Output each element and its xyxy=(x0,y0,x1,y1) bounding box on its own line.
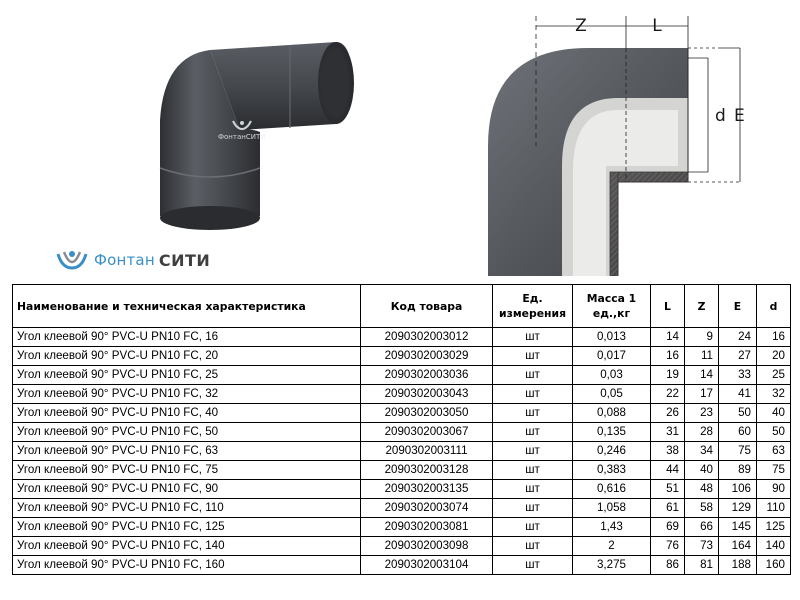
cell-code: 2090302003050 xyxy=(361,404,493,423)
cell-unit: шт xyxy=(493,328,573,347)
table-header-row xyxy=(13,285,791,328)
cell-unit: шт xyxy=(493,537,573,556)
cell-d: 125 xyxy=(757,518,791,537)
cell-d: 32 xyxy=(757,385,791,404)
cell-l: 61 xyxy=(651,499,685,518)
cell-l: 22 xyxy=(651,385,685,404)
brand-watermark-icon xyxy=(231,118,253,132)
cell-d: 90 xyxy=(757,480,791,499)
col-header-name: Наименование и техническая характеристика xyxy=(13,285,361,328)
cell-unit: шт xyxy=(493,480,573,499)
cell-z: 48 xyxy=(685,480,719,499)
cell-mass: 1,43 xyxy=(573,518,651,537)
cell-e: 106 xyxy=(719,480,757,499)
cell-mass: 0,013 xyxy=(573,328,651,347)
product-header xyxy=(0,0,800,283)
cell-unit: шт xyxy=(493,461,573,480)
cell-z: 14 xyxy=(685,366,719,385)
cell-l: 19 xyxy=(651,366,685,385)
cell-e: 188 xyxy=(719,556,757,575)
cell-e: 145 xyxy=(719,518,757,537)
cell-name: Угол клеевой 90° PVC-U PN10 FC, 16 xyxy=(13,328,361,347)
cell-e: 60 xyxy=(719,423,757,442)
cell-z: 9 xyxy=(685,328,719,347)
cell-d: 63 xyxy=(757,442,791,461)
cell-unit: шт xyxy=(493,442,573,461)
cell-name: Угол клеевой 90° PVC-U PN10 FC, 40 xyxy=(13,404,361,423)
cell-name: Угол клеевой 90° PVC-U PN10 FC, 32 xyxy=(13,385,361,404)
watermark xyxy=(218,118,265,141)
table-row xyxy=(13,442,791,461)
cell-name: Угол клеевой 90° PVC-U PN10 FC, 140 xyxy=(13,537,361,556)
cell-name: Угол клеевой 90° PVC-U PN10 FC, 20 xyxy=(13,347,361,366)
cell-d: 75 xyxy=(757,461,791,480)
elbow-section-drawing xyxy=(478,6,778,276)
cell-z: 34 xyxy=(685,442,719,461)
brand-name-part2: СИТИ xyxy=(158,250,211,270)
cell-mass: 0,246 xyxy=(573,442,651,461)
cell-e: 89 xyxy=(719,461,757,480)
table-row xyxy=(13,480,791,499)
cell-code: 2090302003074 xyxy=(361,499,493,518)
cell-z: 11 xyxy=(685,347,719,366)
table-row xyxy=(13,556,791,575)
cell-mass: 3,275 xyxy=(573,556,651,575)
cell-name: Угол клеевой 90° PVC-U PN10 FC, 50 xyxy=(13,423,361,442)
table-row xyxy=(13,366,791,385)
dim-label-e: E xyxy=(734,106,745,126)
cell-code: 2090302003067 xyxy=(361,423,493,442)
col-header-code: Код товара xyxy=(361,285,493,328)
cell-z: 81 xyxy=(685,556,719,575)
cell-unit: шт xyxy=(493,518,573,537)
cell-unit: шт xyxy=(493,347,573,366)
cell-z: 58 xyxy=(685,499,719,518)
cell-unit: шт xyxy=(493,556,573,575)
cell-z: 73 xyxy=(685,537,719,556)
cell-code: 2090302003128 xyxy=(361,461,493,480)
col-header-mass: Масса 1 ед.,кг xyxy=(573,285,651,328)
cell-mass: 0,03 xyxy=(573,366,651,385)
cell-mass: 0,017 xyxy=(573,347,651,366)
brand-name-part1: Фонтан xyxy=(94,251,155,269)
cell-d: 20 xyxy=(757,347,791,366)
cell-l: 31 xyxy=(651,423,685,442)
cell-unit: шт xyxy=(493,499,573,518)
col-header-l: L xyxy=(651,285,685,328)
cell-d: 140 xyxy=(757,537,791,556)
cell-unit: шт xyxy=(493,366,573,385)
cell-l: 44 xyxy=(651,461,685,480)
cell-code: 2090302003081 xyxy=(361,518,493,537)
cell-z: 40 xyxy=(685,461,719,480)
cell-mass: 0,088 xyxy=(573,404,651,423)
cell-d: 16 xyxy=(757,328,791,347)
cell-e: 164 xyxy=(719,537,757,556)
cell-z: 23 xyxy=(685,404,719,423)
cell-name: Угол клеевой 90° PVC-U PN10 FC, 110 xyxy=(13,499,361,518)
cell-e: 50 xyxy=(719,404,757,423)
cell-mass: 0,616 xyxy=(573,480,651,499)
table-row xyxy=(13,423,791,442)
fountain-logo-icon xyxy=(54,248,90,272)
cell-code: 2090302003043 xyxy=(361,385,493,404)
cell-code: 2090302003135 xyxy=(361,480,493,499)
cell-unit: шт xyxy=(493,404,573,423)
cell-unit: шт xyxy=(493,423,573,442)
col-header-unit: Ед. измерения xyxy=(493,285,573,328)
cell-l: 38 xyxy=(651,442,685,461)
cell-l: 86 xyxy=(651,556,685,575)
table-row xyxy=(13,385,791,404)
table-row xyxy=(13,328,791,347)
cell-l: 26 xyxy=(651,404,685,423)
col-header-z: Z xyxy=(685,285,719,328)
dim-label-d: d xyxy=(715,106,726,126)
table-row xyxy=(13,404,791,423)
cell-e: 27 xyxy=(719,347,757,366)
cell-e: 75 xyxy=(719,442,757,461)
cell-mass: 0,05 xyxy=(573,385,651,404)
col-header-d: d xyxy=(757,285,791,328)
table-row xyxy=(13,537,791,556)
cell-e: 24 xyxy=(719,328,757,347)
dim-label-z: Z xyxy=(575,16,587,36)
table-row xyxy=(13,499,791,518)
cell-code: 2090302003012 xyxy=(361,328,493,347)
cell-d: 50 xyxy=(757,423,791,442)
table-row xyxy=(13,461,791,480)
spec-table xyxy=(12,284,791,575)
cell-l: 51 xyxy=(651,480,685,499)
cell-l: 69 xyxy=(651,518,685,537)
cell-name: Угол клеевой 90° PVC-U PN10 FC, 160 xyxy=(13,556,361,575)
cell-d: 40 xyxy=(757,404,791,423)
cell-name: Угол клеевой 90° PVC-U PN10 FC, 25 xyxy=(13,366,361,385)
cell-name: Угол клеевой 90° PVC-U PN10 FC, 125 xyxy=(13,518,361,537)
watermark-text: ФонтанСИТИ xyxy=(218,133,266,141)
cell-z: 17 xyxy=(685,385,719,404)
cell-z: 28 xyxy=(685,423,719,442)
cell-d: 160 xyxy=(757,556,791,575)
cell-unit: шт xyxy=(493,385,573,404)
cell-mass: 0,135 xyxy=(573,423,651,442)
cell-mass: 1,058 xyxy=(573,499,651,518)
table-row xyxy=(13,347,791,366)
cell-code: 2090302003098 xyxy=(361,537,493,556)
cell-name: Угол клеевой 90° PVC-U PN10 FC, 90 xyxy=(13,480,361,499)
cell-l: 16 xyxy=(651,347,685,366)
cell-name: Угол клеевой 90° PVC-U PN10 FC, 75 xyxy=(13,461,361,480)
cell-e: 129 xyxy=(719,499,757,518)
cell-code: 2090302003104 xyxy=(361,556,493,575)
cell-e: 33 xyxy=(719,366,757,385)
col-header-e: E xyxy=(719,285,757,328)
cell-l: 14 xyxy=(651,328,685,347)
cell-name: Угол клеевой 90° PVC-U PN10 FC, 63 xyxy=(13,442,361,461)
cell-code: 2090302003036 xyxy=(361,366,493,385)
cell-code: 2090302003029 xyxy=(361,347,493,366)
dim-label-l: L xyxy=(652,16,662,36)
brand-logo xyxy=(54,248,210,272)
cell-l: 76 xyxy=(651,537,685,556)
table-row xyxy=(13,518,791,537)
cell-z: 66 xyxy=(685,518,719,537)
cell-mass: 2 xyxy=(573,537,651,556)
cell-e: 41 xyxy=(719,385,757,404)
cell-mass: 0,383 xyxy=(573,461,651,480)
cell-d: 110 xyxy=(757,499,791,518)
cell-code: 2090302003111 xyxy=(361,442,493,461)
cell-d: 25 xyxy=(757,366,791,385)
